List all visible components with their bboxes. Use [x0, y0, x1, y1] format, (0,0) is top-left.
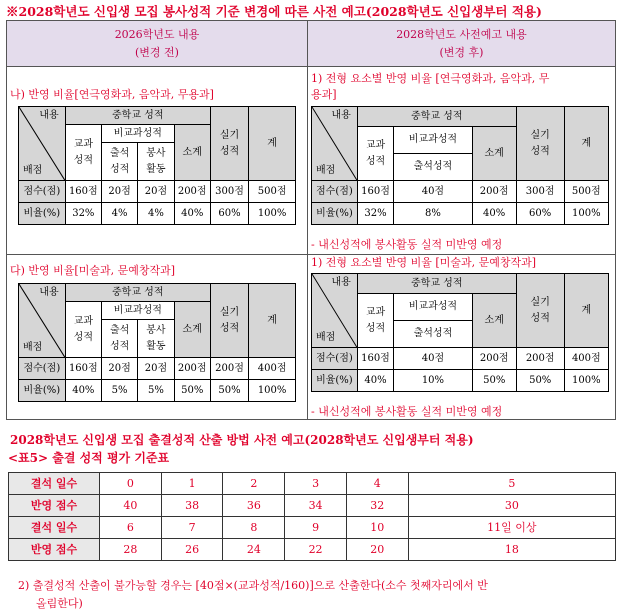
subtotal-header: 소계: [472, 294, 516, 348]
right-sec1-heading-l1: 1) 전형 요소별 반영 비율 [연극영화과, 음악과, 무: [311, 72, 550, 85]
diag-label-bottom: 배점: [316, 165, 336, 176]
middle-school-header: 중학교 성적: [357, 107, 516, 127]
cell: 50%: [210, 380, 248, 402]
practical-header: [210, 284, 248, 358]
subject-header: [357, 127, 393, 181]
right-sec1-note: - 내신성적에 봉사활동 실적 미반영 예정: [311, 238, 503, 251]
practical-l2: 성적: [219, 145, 240, 157]
cell: 60%: [516, 203, 564, 225]
cell: 40%: [174, 203, 210, 225]
cell: 100%: [249, 203, 296, 225]
att-l1: 출석: [109, 147, 130, 159]
diag-header-cell: [19, 107, 66, 181]
practical-l1: 실기: [530, 129, 550, 141]
attendance-table: [8, 472, 616, 561]
practical-l2: 성적: [530, 312, 550, 324]
cell: 200점: [516, 348, 564, 370]
cell: 40점: [394, 348, 473, 370]
cell: 200점: [472, 348, 516, 370]
cell: 400점: [249, 358, 296, 380]
middle-school-header: 중학교 성적: [357, 274, 516, 294]
diag-header-cell: [19, 284, 66, 358]
cell: 8%: [394, 203, 472, 225]
cell: 200점: [174, 358, 210, 380]
att-l1: 출석: [109, 324, 130, 336]
cell: 200점: [174, 181, 210, 203]
cell: 300점: [516, 181, 564, 203]
cell: 200점: [210, 358, 248, 380]
cell: 38: [161, 495, 223, 517]
cell: 5: [408, 473, 615, 495]
subject-l1: 교과: [365, 139, 386, 151]
left-sec1-heading: 나) 반영 비율[연극영화과, 음악과, 무용과]: [10, 88, 214, 101]
cell: 4: [346, 473, 408, 495]
middle-school-header: 중학교 성적: [65, 107, 210, 125]
row-label-ratio: 비율(%): [312, 370, 358, 392]
total-header: 계: [249, 107, 296, 181]
footnote-line2: 올림한다): [36, 597, 83, 610]
label-score: 반영 점수: [9, 495, 100, 517]
row-label-score: 점수(점): [19, 181, 66, 203]
practical-header: [210, 107, 248, 181]
cell: 24: [223, 539, 285, 561]
cell: 6: [100, 517, 162, 539]
left-table-1: [18, 106, 296, 225]
diag-label-top: 내용: [331, 110, 351, 121]
page-title: ※2028학년도 신입생 모집 봉사성적 기준 변경에 따른 사전 예고(2028학년도 신입생부터 적용): [6, 4, 542, 19]
subject-l1: 교과: [73, 138, 93, 150]
cell: 20점: [101, 358, 137, 380]
cell: 4%: [101, 203, 137, 225]
cell: 300점: [210, 181, 248, 203]
subject-l1: 교과: [365, 306, 386, 318]
cell: 160점: [65, 181, 101, 203]
practical-l2: 성적: [219, 322, 240, 334]
nonsubject-header: 비교과성적: [394, 127, 472, 154]
right-table-2: [311, 273, 609, 392]
header-right-line2: (변경 후): [439, 45, 484, 59]
subject-header: [65, 302, 101, 358]
cell: 32%: [357, 203, 393, 225]
left-sec2-heading: 다) 반영 비율[미술과, 문예창작과]: [10, 264, 175, 277]
diag-label-top: 내용: [39, 287, 59, 298]
vol-l1: 봉사: [146, 324, 166, 336]
cell: 40%: [357, 370, 393, 392]
cell: 18: [408, 539, 615, 561]
cell: 160점: [357, 348, 393, 370]
diag-header-cell: [312, 107, 358, 181]
cell: 20점: [138, 181, 174, 203]
nonsubject-header: 비교과성적: [101, 125, 174, 143]
vol-l2: 활동: [146, 163, 166, 175]
cell: 500점: [564, 181, 608, 203]
cell: 20점: [101, 181, 137, 203]
nonsubject-header: 비교과성적: [101, 302, 174, 320]
cell: 1: [161, 473, 223, 495]
volunteer-header: [138, 143, 174, 181]
cell: 30: [408, 495, 615, 517]
cell: 5%: [101, 380, 137, 402]
subject-l1: 교과: [73, 315, 93, 327]
cell: 32: [346, 495, 408, 517]
diag-header-cell: [312, 274, 358, 348]
label-absence-days: 결석 일수: [9, 517, 100, 539]
subtotal-header: 소계: [174, 302, 210, 358]
header-left: [7, 21, 308, 67]
header-left-line1: 2026학년도 내용: [114, 27, 200, 41]
diag-label-top: 내용: [39, 110, 59, 121]
cell: 100%: [249, 380, 296, 402]
cell: 100%: [564, 203, 608, 225]
attendance-header: 출석성적: [394, 321, 473, 348]
total-header: 계: [564, 107, 608, 181]
header-right-line1: 2028학년도 사전예고 내용: [396, 27, 527, 41]
row-label-score: 점수(점): [312, 348, 358, 370]
cell: 11일 이상: [408, 517, 615, 539]
right-sec2-heading: 1) 전형 요소별 반영 비율 [미술과, 문예창작과]: [311, 256, 536, 269]
attendance-heading: 2028학년도 신입생 모집 출결성적 산출 방법 사전 예고(2028학년도 신입생부터 적용): [10, 433, 474, 447]
cell: 40: [100, 495, 162, 517]
volunteer-header: [138, 320, 174, 358]
subject-header: [357, 294, 393, 348]
row-label-score: 점수(점): [312, 181, 358, 203]
cell: 40%: [472, 203, 516, 225]
cell: 20: [346, 539, 408, 561]
cell: 160점: [357, 181, 393, 203]
cell: 0: [100, 473, 162, 495]
practical-l1: 실기: [530, 296, 550, 308]
right-table-1: [311, 106, 609, 225]
cell: 50%: [472, 370, 516, 392]
label-absence-days: 결석 일수: [9, 473, 100, 495]
row-label-ratio: 비율(%): [19, 203, 66, 225]
subtotal-header: 소계: [174, 125, 210, 181]
subject-l2: 성적: [365, 155, 386, 167]
practical-header: [516, 274, 564, 348]
cell: 10: [346, 517, 408, 539]
diag-label-top: 내용: [331, 277, 351, 288]
practical-l2: 성적: [530, 145, 550, 157]
diag-label-bottom: 배점: [23, 342, 43, 353]
cell: 4%: [138, 203, 174, 225]
header-right: [308, 21, 616, 67]
attendance-header: [101, 320, 137, 358]
subject-l2: 성적: [73, 331, 93, 343]
subject-l2: 성적: [365, 322, 386, 334]
cell: 50%: [174, 380, 210, 402]
left-table-2: [18, 283, 296, 402]
diag-label-bottom: 배점: [23, 165, 43, 176]
cell: 40%: [65, 380, 101, 402]
footnote-line1: 2) 출결성적 산출이 불가능할 경우는 [40점×(교과성적/160)]으로 산출한다(소수 첫째자리에서 반: [18, 579, 488, 592]
cell: 28: [100, 539, 162, 561]
vol-l2: 활동: [146, 340, 166, 352]
row-label-ratio: 비율(%): [312, 203, 358, 225]
header-left-line2: (변경 전): [135, 45, 179, 59]
diag-label-bottom: 배점: [316, 332, 336, 343]
cell: 7: [161, 517, 223, 539]
subject-l2: 성적: [73, 154, 93, 166]
cell: 2: [223, 473, 285, 495]
cell: 20점: [138, 358, 174, 380]
cell: 200점: [472, 181, 516, 203]
middle-school-header: 중학교 성적: [65, 284, 210, 302]
cell: 100%: [564, 370, 608, 392]
cell: 5%: [138, 380, 174, 402]
total-header: 계: [249, 284, 296, 358]
cell: 34: [285, 495, 347, 517]
row-label-ratio: 비율(%): [19, 380, 66, 402]
label-score: 반영 점수: [9, 539, 100, 561]
cell: 160점: [65, 358, 101, 380]
cell: 32%: [65, 203, 101, 225]
practical-l1: 실기: [219, 306, 240, 318]
cell: 26: [161, 539, 223, 561]
attendance-table-title: <표5> 출결 성적 평가 기준표: [8, 451, 170, 465]
subtotal-header: 소계: [472, 127, 516, 181]
attendance-header: 출석성적: [394, 154, 472, 181]
cell: 50%: [516, 370, 564, 392]
total-header: 계: [564, 274, 608, 348]
cell: 8: [223, 517, 285, 539]
nonsubject-header: 비교과성적: [394, 294, 473, 321]
vol-l1: 봉사: [146, 147, 166, 159]
cell: 22: [285, 539, 347, 561]
cell: 36: [223, 495, 285, 517]
cell: 40점: [394, 181, 472, 203]
right-sec2-note: - 내신성적에 봉사활동 실적 미반영 예정: [311, 405, 503, 418]
cell: 3: [285, 473, 347, 495]
cell: 500점: [249, 181, 296, 203]
row-label-score: 점수(점): [19, 358, 66, 380]
cell: 400점: [564, 348, 608, 370]
att-l2: 성적: [109, 340, 130, 352]
cell: 60%: [210, 203, 248, 225]
att-l2: 성적: [109, 163, 130, 175]
attendance-header: [101, 143, 137, 181]
subject-header: [65, 125, 101, 181]
practical-header: [516, 107, 564, 181]
practical-l1: 실기: [219, 129, 240, 141]
cell: 10%: [394, 370, 473, 392]
right-sec1-heading-l2: 용과]: [311, 88, 337, 101]
cell: 9: [285, 517, 347, 539]
